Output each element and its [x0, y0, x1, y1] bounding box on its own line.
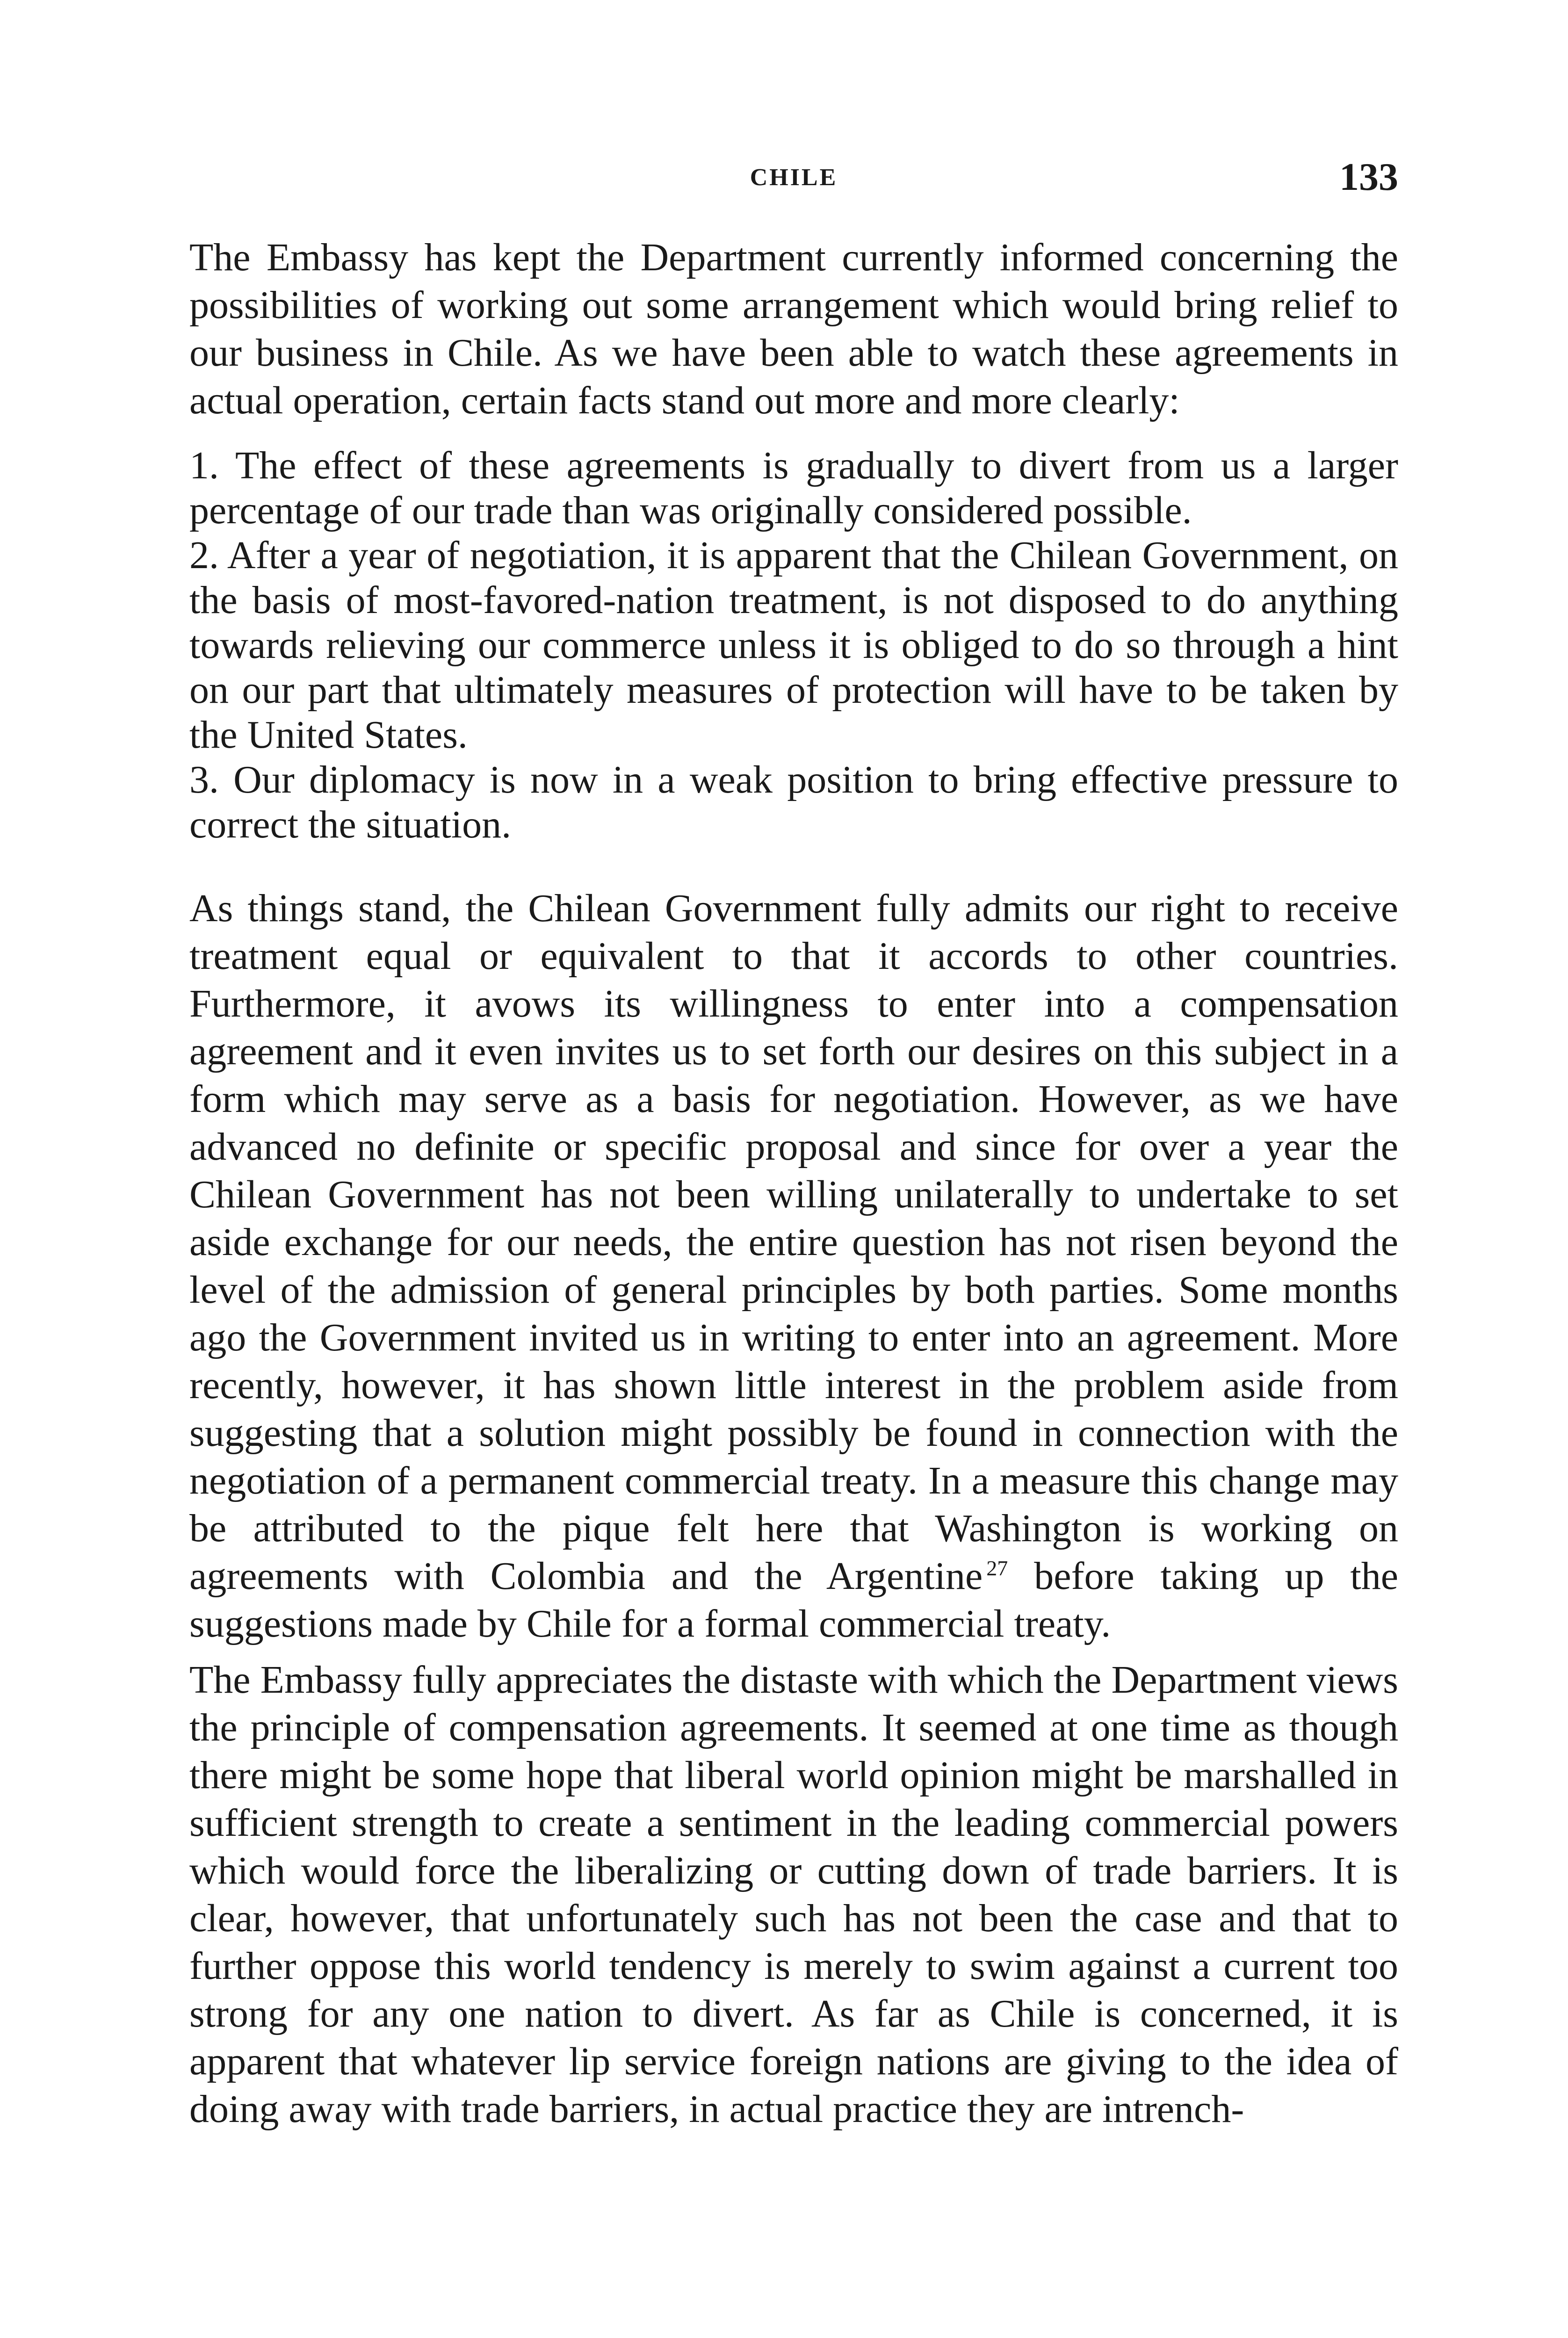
paragraph-2 [189, 885, 1398, 1648]
list-item: 1. The effect of these agreements is gradually to divert from us a larger percentage of our trade than was originally considered possible. [189, 444, 1398, 532]
paragraph-2-text: As things stand, the Chilean Government fully admits our right to receive treatment equal or equivalent to that it accords to other countries. Furthermore, it avows its willingness to enter into a compensation agreement and it even invites us to set forth our desires on this subject in a form which may serve as a basis for negotiation. However, as we have advanced no definite or specific proposal and since for over a year the Chilean Government has not been willing unilaterally to undertake to set aside exchange for our needs, the entire question has not risen beyond the level of the admission of general principles by both parties. Some months ago the Government invited us in writing to enter into an agreement. More recently, however, it has shown little interest in the problem aside from suggesting that a solution might possibly be found in connection with the negotiation of a permanent commercial treaty. In a measure this change may be attributed to the pique felt here that Washington is working on agreements with Colombia and the Argentine [189, 887, 1398, 1598]
page-number: 133 [1339, 155, 1398, 199]
paragraph-3: The Embassy fully appreciates the distaste with which the Department views the principle of compensation agreements. It seemed at one time as though there might be some hope that liberal world opinion might be marshalled in sufficient strength to create a sentiment in the leading commercial powers which would force the liberalizing or cutting down of trade barriers. It is clear, however, that unfortunately such has not been the case and that to further oppose this world tendency is merely to swim against a current too strong for any one nation to divert. As far as Chile is concerned, it is apparent that whatever lip service foreign nations are giving to the idea of doing away with trade barriers, in actual practice they are intrench- [189, 1658, 1398, 2131]
numbered-list [189, 443, 1398, 847]
running-head: CHILE [750, 164, 838, 191]
list-item: 3. Our diplomacy is now in a weak position to bring effective pressure to correct the situation. [189, 758, 1398, 846]
paragraph-1: The Embassy has kept the Department currently informed concerning the possibilities of working out some arrangement which would bring relief to our business in Chile. As we have been able to watch these agreements in actual operation, certain facts stand out more and more clearly: [189, 236, 1398, 422]
footnote-reference: 27 [986, 1556, 1008, 1580]
page-header [189, 154, 1398, 206]
paragraph-2-text-end: before taking up the suggestions made by Chile for a formal commercial treaty. [189, 1554, 1399, 1645]
body-text [189, 234, 1398, 2133]
list-item: 2. After a year of negotiation, it is apparent that the Chilean Government, on the basis of most-favored-nation treatment, is not disposed to do anything towards relieving our commerce unless it is obliged to do so through a hint on our part that ultimately measures of protection will have to be taken by the United States. [189, 534, 1398, 757]
